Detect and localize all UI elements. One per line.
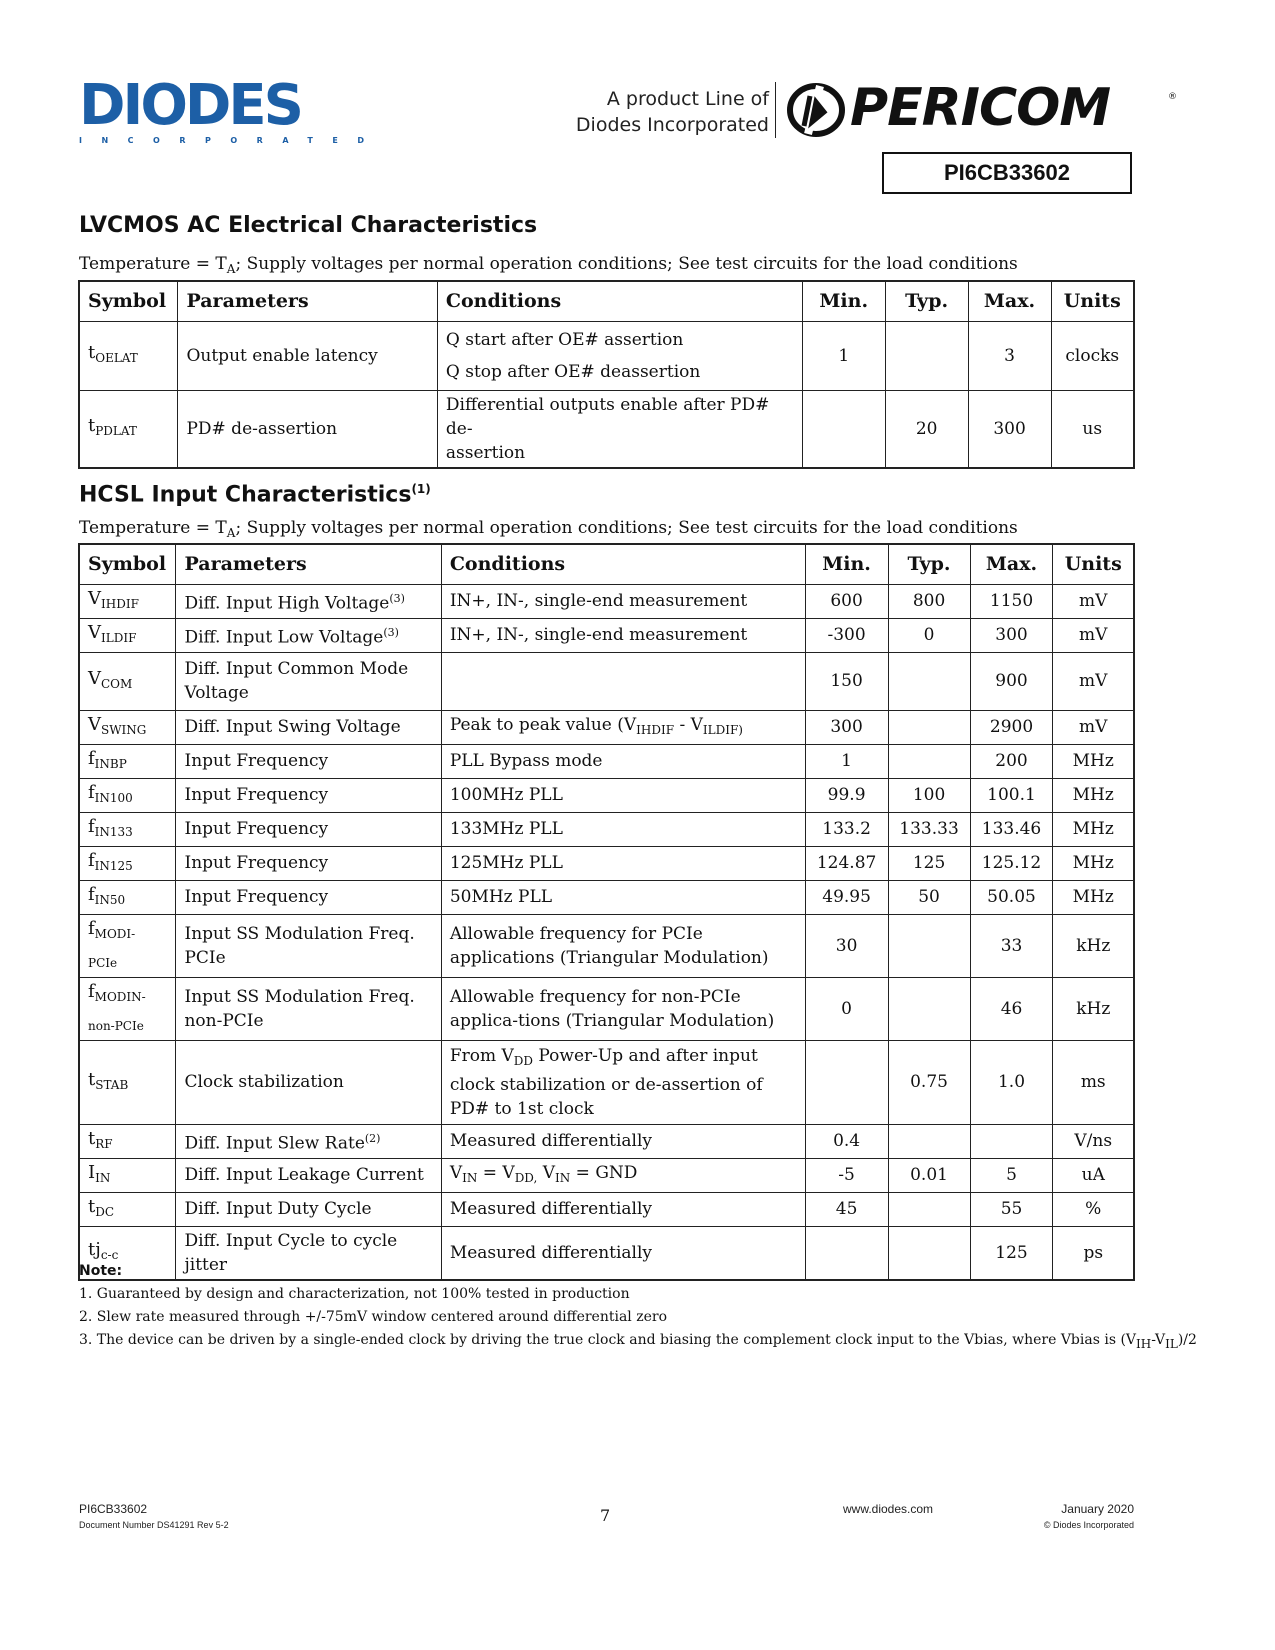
param-sup: (3): [389, 591, 405, 605]
param-cell: Diff. Input Cycle to cycle jitter: [176, 1226, 441, 1280]
symbol-sub: DC: [95, 1204, 115, 1219]
max-cell: 1.0: [970, 1040, 1053, 1124]
max-cell: 125: [970, 1226, 1053, 1280]
typ-cell: 0.01: [888, 1158, 970, 1192]
param-cell: Diff. Input Swing Voltage: [176, 710, 441, 744]
col-min: Min.: [805, 544, 888, 584]
param-cell: PD# de-assertion: [178, 390, 437, 468]
note-text: )/2: [1177, 1332, 1197, 1348]
symbol-cell: [79, 812, 176, 846]
typ-cell: 800: [888, 584, 970, 618]
max-cell: 200: [970, 744, 1053, 778]
symbol: f: [88, 815, 95, 837]
min-cell: 150: [805, 652, 888, 710]
symbol-cell: [79, 321, 178, 390]
cond-cell: Measured differentially: [441, 1226, 805, 1280]
cond-line: Q stop after OE# deassertion: [445, 361, 701, 382]
min-cell: 1: [802, 321, 885, 390]
symbol-sub: STAB: [95, 1077, 129, 1092]
cond-text: - V: [674, 714, 703, 735]
table-row: [79, 977, 1134, 1040]
units-cell: ps: [1053, 1226, 1134, 1280]
units-cell: clocks: [1051, 321, 1134, 390]
symbol-cell: [79, 880, 176, 914]
symbol: V: [88, 587, 101, 609]
footer-doc-number: Document Number DS41291 Rev 5-2: [79, 1520, 229, 1530]
cond-text: V: [449, 1162, 463, 1183]
symbol-cell: [79, 390, 178, 468]
col-typ: Typ.: [885, 281, 968, 321]
table-row: [79, 321, 1134, 390]
param-text: Diff. Input High Voltage: [184, 593, 390, 614]
symbol-sub: MODI-: [94, 926, 136, 941]
section2-title: [79, 482, 431, 507]
symbol-cell: [79, 744, 176, 778]
min-cell: [802, 390, 885, 468]
symbol-sub: PCIe: [88, 955, 118, 970]
typ-cell: [888, 1192, 970, 1226]
col-parameters: Parameters: [176, 544, 441, 584]
param-cell: Input SS Modulation Freq. PCIe: [176, 914, 441, 977]
symbol-cell: [79, 710, 176, 744]
cond-sub: DD,: [514, 1170, 538, 1185]
symbol: t: [88, 342, 96, 363]
max-cell: 900: [970, 652, 1053, 710]
typ-cell: 0.75: [888, 1040, 970, 1124]
units-cell: V/ns: [1053, 1124, 1134, 1158]
typ-cell: [888, 1124, 970, 1158]
units-cell: mV: [1053, 710, 1134, 744]
min-cell: 99.9: [805, 778, 888, 812]
note-1: 1. Guaranteed by design and characterization, not 100% tested in production: [79, 1286, 630, 1302]
symbol-sub: COM: [101, 676, 133, 691]
cond-line: Q start after OE# assertion: [445, 329, 684, 350]
param-cell: Input Frequency: [176, 778, 441, 812]
units-cell: kHz: [1053, 977, 1134, 1040]
symbol-sub: IN125: [94, 858, 133, 873]
max-cell: 50.05: [970, 880, 1053, 914]
col-units: Units: [1053, 544, 1134, 584]
pericom-mark-icon: [786, 82, 846, 138]
table-row: [79, 1158, 1134, 1192]
header-divider: [775, 82, 776, 138]
cond-cell: [441, 1040, 805, 1124]
param-cell: Input Frequency: [176, 880, 441, 914]
typ-cell: [888, 652, 970, 710]
table-row: [79, 618, 1134, 652]
typ-cell: [888, 710, 970, 744]
max-cell: 46: [970, 977, 1053, 1040]
param-sup: (3): [383, 625, 399, 639]
footer-date: January 2020: [1061, 1502, 1134, 1516]
typ-cell: 125: [888, 846, 970, 880]
col-max: Max.: [968, 281, 1051, 321]
symbol-sub: c-c: [100, 1248, 119, 1262]
max-cell: 133.46: [970, 812, 1053, 846]
cond-cell: [441, 652, 805, 710]
symbol-cell: [79, 1040, 176, 1124]
units-cell: mV: [1053, 618, 1134, 652]
note-2: 2. Slew rate measured through +/-75mV window centered around differential zero: [79, 1309, 668, 1325]
max-cell: 1150: [970, 584, 1053, 618]
typ-cell: 50: [888, 880, 970, 914]
cond-cell: 125MHz PLL: [441, 846, 805, 880]
symbol: V: [88, 713, 101, 735]
symbol: f: [88, 747, 95, 769]
table-row: [79, 744, 1134, 778]
footer-website[interactable]: www.diodes.com: [843, 1502, 934, 1516]
cond-sub: DD: [513, 1053, 534, 1068]
symbol-cell: [79, 1124, 176, 1158]
section2-condition: [79, 518, 1018, 540]
symbol: t: [88, 1127, 96, 1149]
cond-sub: ILDIF): [702, 722, 743, 737]
min-cell: 1: [805, 744, 888, 778]
symbol: V: [88, 621, 101, 643]
cond-sub: A: [226, 526, 236, 540]
cond-cell: 100MHz PLL: [441, 778, 805, 812]
table-row: [79, 914, 1134, 977]
max-cell: 5: [970, 1158, 1053, 1192]
cond-cell: [441, 710, 805, 744]
col-conditions: Conditions: [437, 281, 802, 321]
symbol: V: [88, 667, 101, 689]
cond-sub: A: [226, 262, 236, 276]
param-cell: Output enable latency: [178, 321, 437, 390]
param-cell: Input Frequency: [176, 744, 441, 778]
symbol-cell: [79, 1192, 176, 1226]
units-cell: %: [1053, 1192, 1134, 1226]
cond-text: ; Supply voltages per normal operation conditions; See test circuits for the load conditions: [235, 254, 1018, 274]
table-row: [79, 1192, 1134, 1226]
symbol: f: [88, 883, 95, 905]
units-cell: mV: [1053, 652, 1134, 710]
max-cell: 3: [968, 321, 1051, 390]
table-row: [79, 1040, 1134, 1124]
table-row: [79, 880, 1134, 914]
symbol: tj: [88, 1239, 101, 1260]
col-min: Min.: [802, 281, 885, 321]
hcsl-table: [78, 543, 1135, 1281]
note-sub: IL: [1165, 1337, 1178, 1351]
diodes-logo-sub: INCORPORATED: [79, 136, 384, 145]
section2-title-sup: (1): [411, 482, 431, 496]
cond-cell: Measured differentially: [441, 1124, 805, 1158]
cond-text: Temperature = T: [79, 518, 227, 538]
table-row: [79, 812, 1134, 846]
max-cell: [970, 1124, 1053, 1158]
param-cell: [176, 618, 441, 652]
units-cell: MHz: [1053, 744, 1134, 778]
footer-part: PI6CB33602: [79, 1502, 148, 1516]
table-row: [79, 846, 1134, 880]
symbol-cell: [79, 778, 176, 812]
table-header-row: [79, 544, 1134, 584]
typ-cell: [885, 321, 968, 390]
symbol-sub: IN100: [94, 790, 133, 805]
symbol-sub: SWING: [101, 722, 147, 737]
symbol-sub: PDLAT: [95, 424, 137, 438]
symbol: f: [88, 781, 95, 803]
section1-condition: [79, 254, 1018, 276]
col-conditions: Conditions: [441, 544, 805, 584]
min-cell: 300: [805, 710, 888, 744]
symbol-cell: [79, 846, 176, 880]
cond-text: Peak to peak value (V: [449, 714, 637, 735]
cond-line: assertion: [445, 442, 526, 463]
symbol: I: [88, 1161, 96, 1183]
symbol: t: [88, 415, 96, 436]
param-cell: Input SS Modulation Freq. non-PCIe: [176, 977, 441, 1040]
units-cell: kHz: [1053, 914, 1134, 977]
cond-cell: PLL Bypass mode: [441, 744, 805, 778]
symbol: f: [88, 917, 95, 939]
table-row: [79, 710, 1134, 744]
units-cell: uA: [1053, 1158, 1134, 1192]
cond-cell: 50MHz PLL: [441, 880, 805, 914]
units-cell: us: [1051, 390, 1134, 468]
product-line-text: [576, 86, 769, 138]
param-sup: (2): [364, 1131, 381, 1145]
units-cell: MHz: [1053, 880, 1134, 914]
typ-cell: 20: [885, 390, 968, 468]
symbol-cell: [79, 618, 176, 652]
symbol-sub: IN133: [94, 824, 133, 839]
param-cell: Diff. Input Leakage Current: [176, 1158, 441, 1192]
symbol-sub: ILDIF: [101, 630, 137, 645]
symbol-cell: [79, 1158, 176, 1192]
param-text: Diff. Input Slew Rate: [184, 1133, 365, 1154]
typ-cell: [888, 977, 970, 1040]
table-row: [79, 778, 1134, 812]
param-cell: [176, 1124, 441, 1158]
cond-text: V: [537, 1162, 556, 1183]
cond-cell: 133MHz PLL: [441, 812, 805, 846]
table-header-row: [79, 281, 1134, 321]
col-units: Units: [1051, 281, 1134, 321]
cond-cell: Allowable frequency for PCIe applications (Triangular Modulation): [441, 914, 805, 977]
symbol-cell: [79, 584, 176, 618]
min-cell: -300: [805, 618, 888, 652]
pericom-reg-mark: ®: [1168, 92, 1177, 102]
table-row: [79, 1124, 1134, 1158]
symbol: f: [88, 980, 95, 1002]
symbol-cell: [79, 914, 176, 977]
param-cell: Diff. Input Common Mode Voltage: [176, 652, 441, 710]
typ-cell: [888, 914, 970, 977]
product-line-1: A product Line of: [606, 88, 769, 110]
max-cell: 55: [970, 1192, 1053, 1226]
cond-cell: IN+, IN-, single-end measurement: [441, 584, 805, 618]
units-cell: MHz: [1053, 812, 1134, 846]
col-parameters: Parameters: [178, 281, 437, 321]
symbol: f: [88, 849, 95, 871]
cond-cell: IN+, IN-, single-end measurement: [441, 618, 805, 652]
min-cell: 30: [805, 914, 888, 977]
symbol-sub: RF: [95, 1136, 113, 1151]
min-cell: 0.4: [805, 1124, 888, 1158]
diodes-logo-text: DIODES: [79, 73, 301, 138]
cond-text: = GND: [570, 1162, 638, 1183]
cond-text: Temperature = T: [79, 254, 227, 274]
symbol-cell: [79, 652, 176, 710]
param-cell: [176, 584, 441, 618]
cond-text: From V: [449, 1045, 514, 1066]
symbol-sub: non-PCIe: [88, 1018, 144, 1033]
cond-cell: [437, 321, 802, 390]
max-cell: 2900: [970, 710, 1053, 744]
max-cell: 100.1: [970, 778, 1053, 812]
min-cell: [805, 1040, 888, 1124]
note-text: 3. The device can be driven by a single-ended clock by driving the true clock and biasing the complement clock input to the Vbias, where Vbias is (V: [79, 1332, 1137, 1348]
col-typ: Typ.: [888, 544, 970, 584]
symbol-sub: IN: [95, 1170, 111, 1185]
lvcmos-table: [78, 280, 1135, 469]
section1-title: LVCMOS AC Electrical Characteristics: [79, 213, 538, 238]
max-cell: 300: [968, 390, 1051, 468]
footer-page-number: 7: [600, 1506, 611, 1525]
symbol: t: [88, 1195, 96, 1217]
symbol-cell: [79, 977, 176, 1040]
cond-cell: Allowable frequency for non-PCIe applica-tions (Triangular Modulation): [441, 977, 805, 1040]
col-max: Max.: [970, 544, 1053, 584]
notes: [79, 1260, 1197, 1356]
cond-sub: IN: [555, 1170, 571, 1185]
col-symbol: Symbol: [79, 281, 178, 321]
units-cell: ms: [1053, 1040, 1134, 1124]
cond-text: = V: [477, 1162, 515, 1183]
symbol-sub: IHDIF: [101, 596, 139, 611]
note-text: -V: [1151, 1332, 1166, 1348]
param-text: Diff. Input Low Voltage: [184, 627, 384, 648]
pericom-logo-text: PERICOM: [850, 78, 1111, 138]
diodes-logo: [79, 73, 384, 148]
param-cell: Clock stabilization: [176, 1040, 441, 1124]
symbol-sub: MODIN-: [94, 989, 146, 1004]
units-cell: MHz: [1053, 778, 1134, 812]
cond-line: Differential outputs enable after PD# de-: [445, 394, 770, 439]
section2-title-text: HCSL Input Characteristics: [79, 482, 412, 508]
min-cell: 124.87: [805, 846, 888, 880]
symbol-sub: IN50: [94, 892, 126, 907]
table-row: [79, 584, 1134, 618]
col-symbol: Symbol: [79, 544, 176, 584]
part-number: PI6CB33602: [944, 160, 1070, 185]
cond-cell: Measured differentially: [441, 1192, 805, 1226]
cond-text: Power-Up and after input clock stabilization or de-assertion of PD# to 1st clock: [449, 1045, 763, 1119]
units-cell: MHz: [1053, 846, 1134, 880]
cond-cell: [437, 390, 802, 468]
param-cell: Input Frequency: [176, 812, 441, 846]
units-cell: mV: [1053, 584, 1134, 618]
part-number-box: [882, 152, 1132, 194]
max-cell: 125.12: [970, 846, 1053, 880]
table-row: [79, 390, 1134, 468]
symbol-sub: INBP: [94, 756, 127, 771]
symbol-sub: OELAT: [95, 351, 138, 365]
note-3: [79, 1329, 1197, 1356]
typ-cell: 0: [888, 618, 970, 652]
min-cell: 49.95: [805, 880, 888, 914]
param-cell: Input Frequency: [176, 846, 441, 880]
param-cell: Diff. Input Duty Cycle: [176, 1192, 441, 1226]
min-cell: 0: [805, 977, 888, 1040]
cond-sub: IN: [462, 1170, 478, 1185]
typ-cell: [888, 744, 970, 778]
min-cell: 600: [805, 584, 888, 618]
min-cell: -5: [805, 1158, 888, 1192]
note-sub: IH: [1136, 1337, 1152, 1351]
typ-cell: 133.33: [888, 812, 970, 846]
typ-cell: 100: [888, 778, 970, 812]
cond-sub: IHDIF: [636, 722, 675, 737]
min-cell: 45: [805, 1192, 888, 1226]
cond-text: ; Supply voltages per normal operation conditions; See test circuits for the load conditions: [235, 518, 1018, 538]
product-line-2: Diodes Incorporated: [575, 114, 769, 136]
symbol: t: [88, 1068, 96, 1090]
notes-title: Note:: [79, 1263, 123, 1279]
footer-copyright: © Diodes Incorporated: [1043, 1520, 1134, 1530]
cond-cell: [441, 1158, 805, 1192]
table-row: [79, 652, 1134, 710]
max-cell: 33: [970, 914, 1053, 977]
min-cell: 133.2: [805, 812, 888, 846]
max-cell: 300: [970, 618, 1053, 652]
